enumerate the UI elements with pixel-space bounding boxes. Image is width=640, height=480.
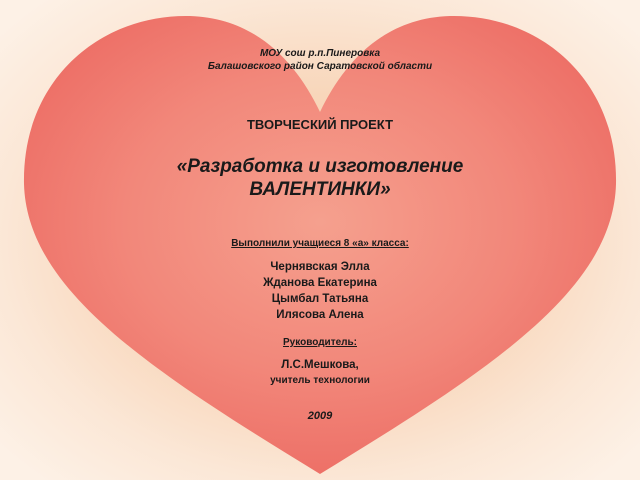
student-name: Чернявская Элла [270,261,370,273]
student-name: Цымбал Татьяна [271,293,369,305]
student-name: Илясова Алена [276,309,364,321]
year: 2009 [307,410,333,422]
school-name-line2: Балашовского район Саратовской области [207,61,433,72]
supervisor-name: Л.С.Мешкова, [281,359,359,371]
project-subtitle-line1: «Разработка и изготовление [176,156,464,177]
supervisor-role: учитель технологии [270,375,370,386]
project-subtitle-line2: ВАЛЕНТИНКИ» [249,179,391,200]
project-title: ТВОРЧЕСКИЙ ПРОЕКТ [246,117,394,132]
supervisor-label: Руководитель: [283,337,357,348]
school-name-line1: МОУ сош р.п.Пинеровка [259,48,381,59]
done-by-label: Выполнили учащиеся 8 «а» класса: [231,238,409,249]
student-name: Жданова Екатерина [263,277,377,289]
